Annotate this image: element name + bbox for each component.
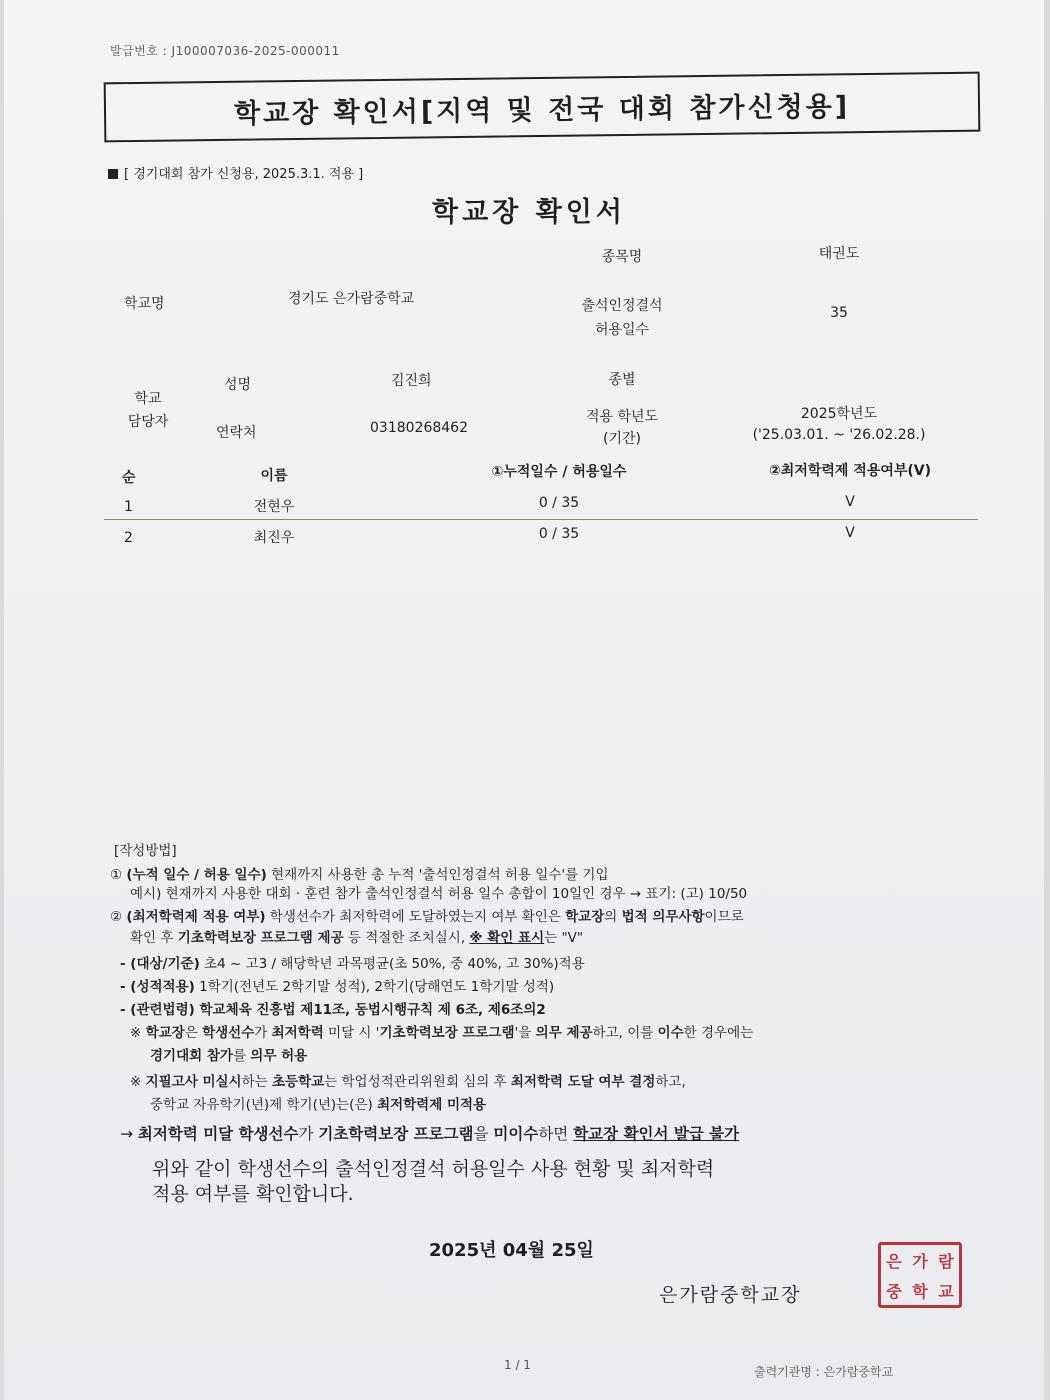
main-title: 학교장 확인서[지역 및 전국 대회 참가신청용]	[233, 90, 851, 130]
row-no: 2	[124, 530, 133, 546]
row-name: 전현우	[253, 499, 295, 515]
table-header-check: ②최저학력제 적용여부(V)	[768, 463, 932, 479]
issuing-institution: 출력기관명 : 은가람중학교	[754, 1365, 894, 1379]
note-detail-grades: - (성적적용) 1학기(전년도 2학기말 성적), 2학기(당해연도 1학기말 성적)	[120, 979, 555, 995]
section-tag	[108, 163, 363, 182]
name-value: 김진희	[391, 373, 432, 389]
row-name: 최진우	[253, 530, 295, 546]
event-label: 종목명	[601, 249, 643, 265]
note-remark-2-line-2: 중학교 자유학기(년)제 학기(년)는(은) 최저학력제 미적용	[150, 1097, 487, 1113]
main-title-box	[104, 72, 981, 143]
principal-seal-icon: 은 가 람 중 학 교	[878, 1242, 962, 1308]
note-1-example: 예시) 현재까지 사용한 대회 · 훈련 참가 출석인정결석 허용 일수 총합이 10일인 경우 → 표기: (고) 10/50	[130, 886, 748, 902]
doc-title: 학교장 확인서	[432, 197, 626, 228]
year-value-1: 2025학년도	[800, 406, 878, 422]
row-check: V	[845, 494, 855, 510]
issue-number: 발급번호 : J100007036-2025-000011	[110, 44, 340, 58]
page-number: 1 / 1	[504, 1358, 531, 1372]
school-value: 경기도 은가람중학교	[288, 291, 415, 307]
year-label-1: 적용 학년도	[585, 409, 659, 425]
note-2-line-2: 확인 후 기초학력보장 프로그램 제공 등 적절한 조치실시, ※ 확인 표시는 "V"	[130, 930, 584, 946]
note-1: ① (누적 일수 / 허용 일수) 현재까지 사용한 총 누적 '출석인정결석 허용 일수'를 기입	[110, 867, 609, 883]
row-check: V	[845, 525, 855, 541]
contact-value: 03180268462	[370, 420, 468, 436]
allow-value: 35	[830, 305, 848, 321]
notes-heading: [작성방법]	[114, 843, 177, 859]
document-paper	[4, 0, 1044, 1400]
table-header-days: ①누적일수 / 허용일수	[491, 464, 627, 480]
issue-date: 2025년 04월 25일	[429, 1240, 594, 1261]
manager-label-1: 학교	[134, 391, 162, 407]
row-no: 1	[124, 499, 133, 515]
note-detail-target: - (대상/기준) 초4 ~ 고3 / 해당학년 과목평균(초 50%, 중 40%, 고 30%)적용	[120, 956, 585, 972]
row-days: 0 / 35	[538, 526, 580, 542]
note-remark-2: ※ 지필고사 미실시하는 초등학교는 학업성적관리위원회 심의 후 최저학력 도달 여부 결정하고,	[130, 1074, 686, 1090]
event-value: 태권도	[818, 246, 860, 262]
note-remark-1-line-2: 경기대회 참가를 의무 허용	[150, 1048, 308, 1064]
table-divider	[104, 519, 978, 520]
type-label: 종별	[608, 372, 636, 388]
allow-label-2: 허용일수	[594, 322, 650, 338]
contact-label: 연락처	[216, 425, 257, 441]
square-bullet-icon	[108, 169, 118, 179]
year-label-2: (기간)	[603, 431, 641, 447]
note-remark-1: ※ 학교장은 학생선수가 최저학력 미달 시 '기초학력보장 프로그램'을 의무 제공하고, 이를 이수한 경우에는	[130, 1025, 754, 1041]
note-2: ② (최저학력제 적용 여부) 학생선수가 최저학력에 도달하였는지 여부 확인은 학교장의 법적 의무사항이므로	[110, 909, 744, 925]
table-header-no: 순	[122, 470, 136, 486]
section-tag-text: [ 경기대회 참가 신청용, 2025.3.1. 적용 ]	[124, 167, 364, 182]
row-days: 0 / 35	[538, 495, 580, 511]
year-value-2: ('25.03.01. ~ '26.02.28.)	[752, 427, 926, 443]
conclusion-text: 위와 같이 학생선수의 출석인정결석 허용일수 사용 현황 및 최저학력 적용 여부를 확인합니다.	[152, 1158, 715, 1205]
note-detail-law: - (관련법령) 학교체육 진흥법 제11조, 동법시행규칙 제 6조, 제6조의2	[120, 1002, 546, 1018]
signer-name: 은가람중학교장	[659, 1284, 802, 1306]
table-header-name: 이름	[260, 468, 288, 484]
school-label: 학교명	[124, 296, 165, 312]
note-warning: → 최저학력 미달 학생선수가 기초학력보장 프로그램을 미이수하면 학교장 확인서 발급 불가	[120, 1125, 740, 1143]
allow-label-1: 출석인정결석	[581, 298, 663, 314]
name-label: 성명	[224, 377, 252, 393]
manager-label-2: 담당자	[127, 414, 169, 430]
